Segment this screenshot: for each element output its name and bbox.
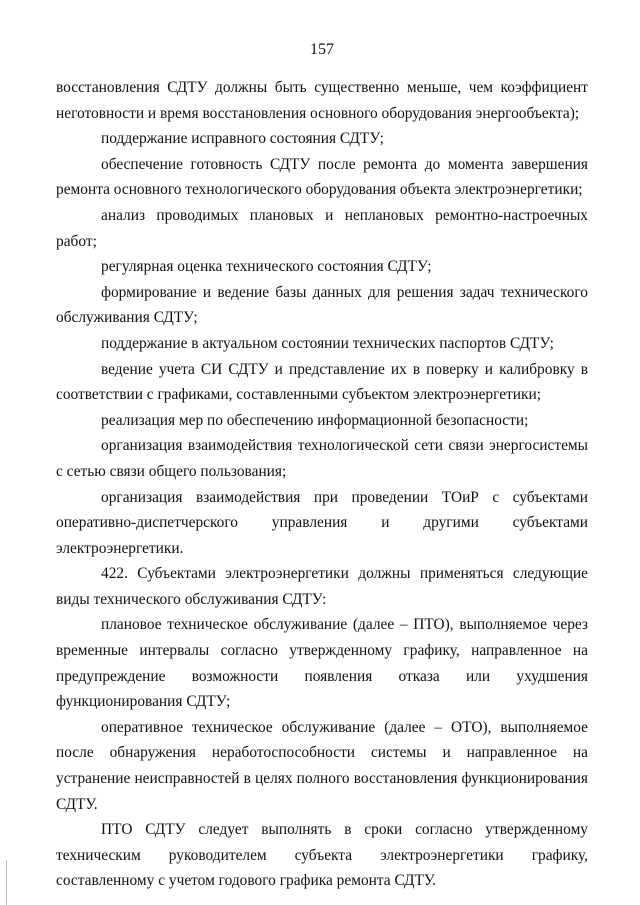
body-text <box>56 75 588 894</box>
page-number: 157 <box>310 41 334 58</box>
paragraph: поддержание исправного состояния СДТУ; <box>101 130 384 148</box>
paragraph: восстановления СДТУ должны быть существенно меньше, чем коэффициент неготовности и время восстановления основного оборудования энергообъекта); <box>56 79 588 122</box>
paragraph: организация взаимодействия технологической сети связи энергосистемы с сетью связи общего пользования; <box>56 437 588 480</box>
paragraph: реализация мер по обеспечению информационной безопасности; <box>101 411 529 429</box>
paragraph: организация взаимодействия при проведении ТОиР с субъектами оперативно-диспетчерского управления и другими субъектами электроэнергетики. <box>56 488 588 557</box>
document-page <box>56 0 588 905</box>
paragraph: оперативное техническое обслуживание (далее – ОТО), выполняемое после обнаружения неработоспособности системы и направленное на устранение неисправностей в целях полного восстановления функционирования СДТУ. <box>56 718 588 813</box>
paragraph: анализ проводимых плановых и неплановых ремонтно-настроечных работ; <box>56 206 588 250</box>
paragraph: регулярная оценка технического состояния СДТУ; <box>101 258 432 276</box>
paragraph: ведение учета СИ СДТУ и представление их в поверку и калибровку в соответствии с графиками, составленными субъектом электроэнергетики; <box>56 360 588 404</box>
paragraph: обеспечение готовность СДТУ после ремонта до момента завершения ремонта основного технологического оборудования объекта электроэнергетики; <box>56 155 588 199</box>
paragraph: поддержание в актуальном состоянии технических паспортов СДТУ; <box>101 334 554 352</box>
scan-edge-line <box>6 860 7 905</box>
paragraph: плановое техническое обслуживание (далее – ПТО), выполняемое через временные интервалы согласно утвержденному графику, направленное на предупреждение возможности появления отказа или ухудшения функционирования СДТУ; <box>56 616 588 711</box>
paragraph: ПТО СДТУ следует выполнять в сроки согласно утвержденному техническим руководителем субъекта электроэнергетики графику, составленному с учетом годового графика ремонта СДТУ. <box>56 821 588 890</box>
paragraph: формирование и ведение базы данных для решения задач технического обслуживания СДТУ; <box>56 283 588 327</box>
section-paragraph-422: 422. Субъектами электроэнергетики должны применяться следующие виды технического обслуживания СДТУ: <box>56 565 588 608</box>
